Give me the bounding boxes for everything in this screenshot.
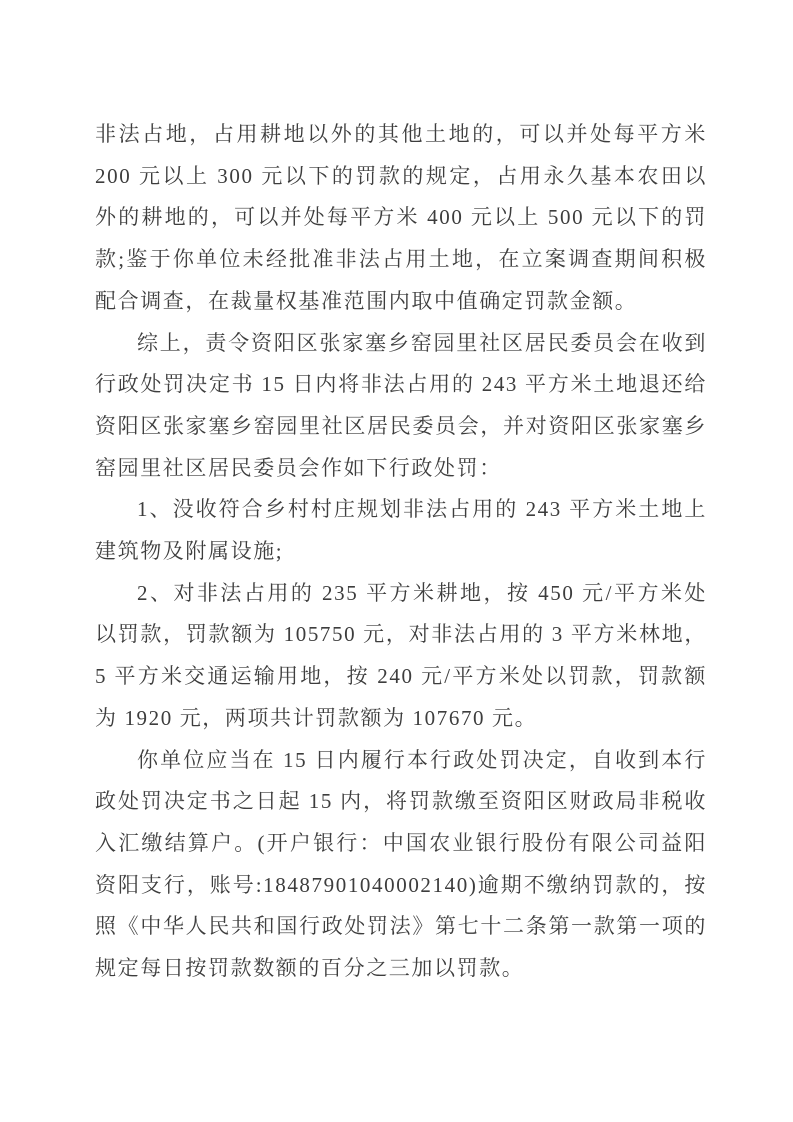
paragraph-penalty-basis: 非法占地，占用耕地以外的其他土地的，可以并处每平方米 200 元以上 300 元以下的罚款的规定，占用永久基本农田以外的耕地的，可以并处每平方米 400 元以上 500 元以下的罚款;鉴于你单位未经批准非法占用土地，在立案调查期间积极配合调查，在裁量权基准范围内取中值确定罚款金额。 <box>95 122 707 313</box>
paragraph-penalty-item-1: 1、没收符合乡村村庄规划非法占用的 243 平方米土地上建筑物及附属设施; <box>95 497 707 564</box>
paragraph-penalty-item-2: 2、对非法占用的 235 平方米耕地，按 450 元/平方米处以罚款，罚款额为 105750 元，对非法占用的 3 平方米林地，5 平方米交通运输用地，按 240 元/平方米处以罚款，罚款额为 1920 元，两项共计罚款额为 107670 元。 <box>95 580 707 730</box>
document-text-block <box>95 114 707 990</box>
paragraph-order-summary: 综上，责令资阳区张家塞乡窑园里社区居民委员会在收到行政处罚决定书 15 日内将非法占用的 243 平方米土地退还给资阳区张家塞乡窑园里社区居民委员会，并对资阳区张家塞乡窑园里社区居民委员会作如下行政处罚： <box>95 330 707 480</box>
paragraph-payment-instructions: 你单位应当在 15 日内履行本行政处罚决定，自收到本行政处罚决定书之日起 15 内，将罚款缴至资阳区财政局非税收入汇缴结算户。(开户银行：中国农业银行股份有限公司益阳资阳支行，账号:18487901040002140)逾期不缴纳罚款的，按照《中华人民共和国行政处罚法》第七十二条第一款第一项的规定每日按罚款数额的百分之三加以罚款。 <box>95 747 707 981</box>
